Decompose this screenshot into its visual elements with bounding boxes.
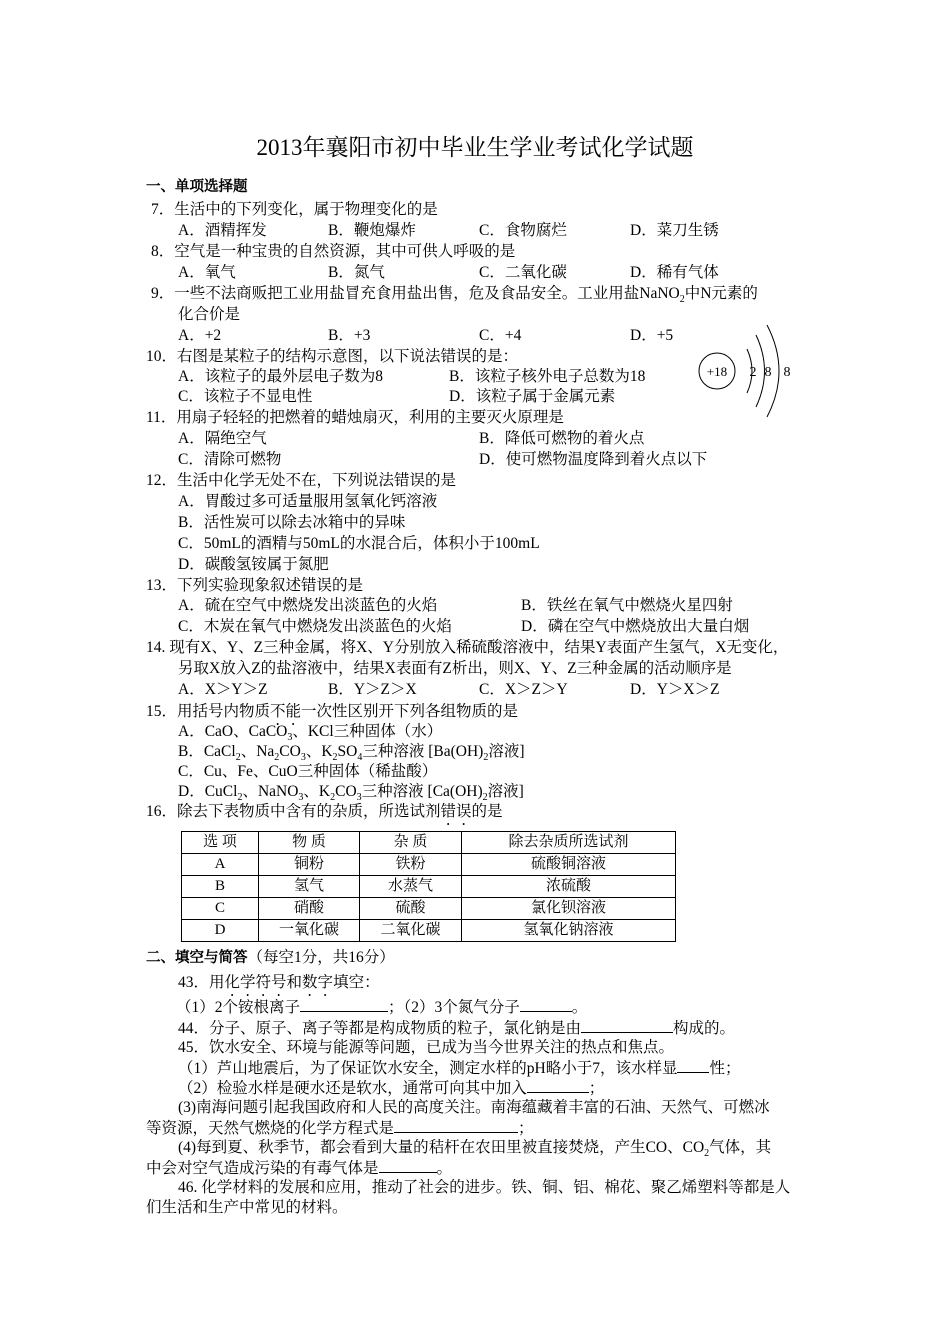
question-11-option-a: A．隔绝空气 bbox=[178, 430, 267, 447]
question-8-stem: 8．空气是一种宝贵的自然资源，其中可供人呼吸的是 bbox=[151, 243, 516, 260]
question-7-option-c: C．食物腐烂 bbox=[479, 222, 567, 239]
table-cell: 硝酸 bbox=[259, 898, 360, 920]
question-45-stem: 45．饮水安全、环境与能源等问题，已成为当今世界关注的热点和焦点。 bbox=[178, 1039, 675, 1056]
question-46-line2: 们生活和生产中常见的材料。 bbox=[146, 1199, 348, 1216]
table-header-cell: 选 项 bbox=[182, 832, 259, 854]
shell-3-electrons: 8 bbox=[783, 365, 791, 380]
table-header-row bbox=[182, 832, 676, 854]
table-header-cell: 杂 质 bbox=[360, 832, 462, 854]
question-45-part-1: （1）芦山地震后，为了保证饮水安全，测定水样的pH略小于7，该水样显 性； bbox=[178, 1060, 741, 1077]
table-cell: 氢氧化钠溶液 bbox=[462, 920, 676, 942]
question-8-option-c: C．二氧化碳 bbox=[479, 264, 567, 281]
question-10-stem: 10．右图是某粒子的结构示意图，以下说法错误的是： bbox=[146, 348, 519, 365]
emphasis-wrong: 错误 bbox=[440, 803, 472, 820]
shell-1-electrons: 2 bbox=[749, 365, 757, 380]
question-46: 46. 化学材料的发展和应用，推动了社会的进步。铁、铜、铝、棉花、聚乙烯塑料等都是人 bbox=[178, 1179, 791, 1196]
question-16-stem: 16．除去下表物质中含有的杂质，所选试剂错误的是 bbox=[146, 803, 503, 820]
question-9-option-d: D．+5 bbox=[630, 327, 674, 344]
question-14-stem: 14. 现有X、Y、Z三种金属，将X、Y分别放入稀硫酸溶液中，结果Y表面产生氢气，X无变化， bbox=[146, 639, 789, 656]
question-11-option-c: C．清除可燃物 bbox=[178, 451, 282, 468]
emphasis-chemical-symbols: 化学符号 bbox=[224, 974, 287, 991]
nucleus-charge: +18 bbox=[706, 364, 728, 379]
answer-blank[interactable] bbox=[677, 1058, 709, 1073]
table-row bbox=[182, 854, 676, 876]
question-10-option-a: A．该粒子的最外层电子数为8 bbox=[178, 368, 383, 385]
atom-structure-diagram bbox=[695, 322, 805, 422]
shell-2-electrons: 8 bbox=[764, 365, 772, 380]
question-10-option-d: D．该粒子属于金属元素 bbox=[449, 388, 616, 405]
section-heading-fill: 二、填空与简答（每空1分，共16分） bbox=[146, 949, 395, 966]
question-14-option-d: D．Y＞X＞Z bbox=[630, 681, 720, 698]
question-11-option-d: D．使可燃物温度降到着火点以下 bbox=[479, 451, 708, 468]
question-10-option-b: B．该粒子核外电子总数为18 bbox=[449, 368, 646, 385]
question-12-option-b: B．活性炭可以除去冰箱中的异味 bbox=[178, 514, 406, 531]
question-13-option-c: C．木炭在氧气中燃烧发出淡蓝色的火焰 bbox=[178, 618, 452, 635]
table-cell: 硫酸 bbox=[360, 898, 462, 920]
answer-blank[interactable] bbox=[379, 1158, 437, 1173]
table-cell: 铜粉 bbox=[259, 854, 360, 876]
question-14-option-a: A．X＞Y＞Z bbox=[178, 681, 268, 698]
table-cell: C bbox=[182, 898, 259, 920]
question-13-stem: 13．下列实验现象叙述错误的是 bbox=[146, 577, 364, 594]
table-row bbox=[182, 920, 676, 942]
question-15-stem: 15．用括号内物质不能一次性区别开下列各组物质的是 bbox=[146, 703, 519, 720]
question-12-option-c: C．50mL的酒精与50mL的水混合后，体积小于100mL bbox=[178, 535, 540, 552]
question-11-stem: 11．用扇子轻轻的把燃着的蜡烛扇灭，利用的主要灭火原理是 bbox=[146, 409, 564, 426]
table-row bbox=[182, 898, 676, 920]
question-7-stem: 7．生活中的下列变化，属于物理变化的是 bbox=[151, 201, 438, 218]
question-9-option-c: C．+4 bbox=[479, 327, 522, 344]
answer-blank[interactable] bbox=[520, 997, 572, 1012]
table-cell: 一氧化碳 bbox=[259, 920, 360, 942]
page-title: 2013年襄阳市初中毕业生学业考试化学试题 bbox=[256, 135, 694, 160]
table-cell: 氯化钡溶液 bbox=[462, 898, 676, 920]
question-12-stem: 12．生活中化学无处不在，下列说法错误的是 bbox=[146, 472, 457, 489]
question-15-option-c: C．Cu、Fe、CuO三种固体（稀盐酸） bbox=[178, 763, 438, 780]
table-cell: 水蒸气 bbox=[360, 876, 462, 898]
table-cell: B bbox=[182, 876, 259, 898]
question-12-option-a: A．胃酸过多可适量服用氢氧化钙溶液 bbox=[178, 493, 438, 510]
question-7-option-a: A．酒精挥发 bbox=[178, 222, 267, 239]
question-8-option-a: A．氧气 bbox=[178, 264, 236, 281]
table-cell: 氢气 bbox=[259, 876, 360, 898]
question-15-option-a: A．CaO、CaCO$_3$、KCl三种固体（水） bbox=[178, 723, 443, 744]
question-13-option-b: B．铁丝在氧气中燃烧火星四射 bbox=[521, 597, 733, 614]
question-45-part-2: （2）检验水样是硬水还是软水，通常可向其中加入 ； bbox=[178, 1080, 605, 1097]
table-cell: 浓硫酸 bbox=[462, 876, 676, 898]
question-45-part-3: (3)南海问题引起我国政府和人民的高度关注。南海蕴藏着丰富的石油、天然气、可燃冰 bbox=[178, 1099, 770, 1116]
question-13-option-d: D．磷在空气中燃烧放出大量白烟 bbox=[521, 618, 750, 635]
section-heading-choice: 一、单项选择题 bbox=[146, 179, 248, 195]
question-45-part-3-line2: 等资源，天然气燃烧的化学方程式是 ； bbox=[146, 1120, 534, 1137]
question-10-option-c: C．该粒子不显电性 bbox=[178, 388, 313, 405]
question-9-stem-line2: 化合价是 bbox=[178, 306, 241, 323]
question-45-part-4-line2: 中会对空气造成污染的有毒气体是 。 bbox=[146, 1160, 453, 1177]
question-43-stem: 43．用化学符号和数字填空： bbox=[178, 974, 380, 991]
answer-blank[interactable] bbox=[581, 1018, 673, 1033]
question-15-option-b: B．CaCl$_2$、$Na_2CO_3$、$K_2SO_4$三种溶液 [$Ba(OH)_2$溶液] bbox=[178, 743, 525, 764]
question-15-option-d: D．CuCl$_2$、NaNO$_3$、$K_2CO_3$三种溶液 [$Ca(OH)_2$溶液] bbox=[178, 783, 524, 804]
question-7-option-d: D．菜刀生锈 bbox=[630, 222, 719, 239]
question-14-option-c: C．X＞Z＞Y bbox=[479, 681, 568, 698]
table-cell: 二氧化碳 bbox=[360, 920, 462, 942]
table-cell: 硫酸铜溶液 bbox=[462, 854, 676, 876]
question-45-part-4: (4)每到夏、秋季节，都会看到大量的秸杆在农田里被直接焚烧，产生CO、$CO_2$气体，其 bbox=[178, 1139, 772, 1160]
table-row bbox=[182, 876, 676, 898]
emphasis-not-able: 不能 bbox=[270, 703, 302, 720]
question-12-option-d: D．碳酸氢铵属于氮肥 bbox=[178, 556, 329, 573]
question-8-option-d: D．稀有气体 bbox=[630, 264, 719, 281]
question-13-option-a: A．硫在空气中燃烧发出淡蓝色的火焰 bbox=[178, 597, 438, 614]
question-14-stem-line2: 另取X放入Z的盐溶液中，结果X表面有Z析出，则X、Y、Z三种金属的活动顺序是 bbox=[178, 660, 732, 677]
question-14-option-b: B．Y＞Z＞X bbox=[328, 681, 417, 698]
answer-blank[interactable] bbox=[394, 1118, 518, 1133]
electron-shell-arc-2 bbox=[756, 335, 765, 407]
question-11-option-b: B．降低可燃物的着火点 bbox=[479, 430, 645, 447]
answer-blank[interactable] bbox=[300, 997, 388, 1012]
table-cell: 铁粉 bbox=[360, 854, 462, 876]
question-9-option-a: A．+2 bbox=[178, 327, 222, 344]
table-cell: D bbox=[182, 920, 259, 942]
question-43-parts: （1）2个铵根离子 ；（2）3个氮气分子 。 bbox=[176, 999, 588, 1016]
question-44: 44．分子、原子、离子等都是构成物质的粒子，氯化钠是由 构成的。 bbox=[178, 1020, 736, 1037]
table-cell: A bbox=[182, 854, 259, 876]
question-9-option-b: B．+3 bbox=[328, 327, 371, 344]
answer-blank[interactable] bbox=[527, 1078, 589, 1093]
question-7-option-b: B．鞭炮爆炸 bbox=[328, 222, 416, 239]
question-9-stem: 9．一些不法商贩把工业用盐冒充食用盐出售，危及食品安全。工业用盐NaNO$_2$中N元素的 bbox=[151, 285, 758, 306]
table-header-cell: 物 质 bbox=[259, 832, 360, 854]
table-header-cell: 除去杂质所选试剂 bbox=[462, 832, 676, 854]
emphasis-numbers: 数字 bbox=[302, 974, 334, 991]
question-8-option-b: B．氮气 bbox=[328, 264, 385, 281]
impurity-removal-table bbox=[181, 831, 676, 942]
